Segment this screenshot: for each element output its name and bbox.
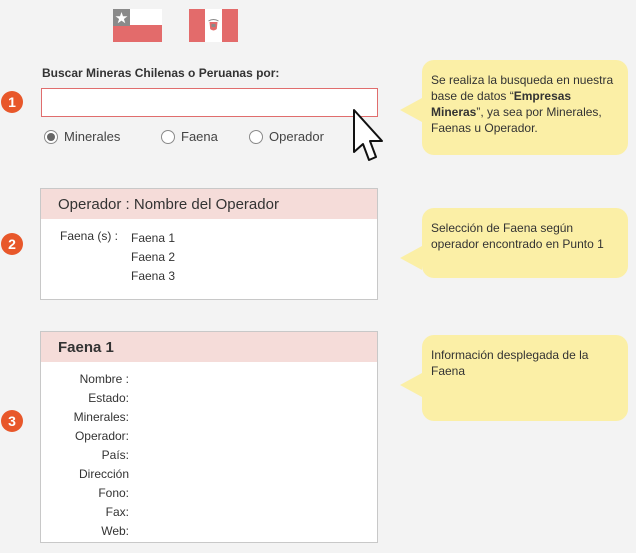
step-2-badge: 2	[1, 233, 23, 255]
field-web-label: Web:	[101, 524, 129, 538]
field-estado-label: Estado:	[88, 391, 129, 405]
faena-link-1[interactable]: Faena 1	[131, 231, 176, 245]
field-operador-label: Operador:	[74, 429, 129, 443]
field-pais-label: País:	[101, 448, 129, 462]
operator-panel	[40, 188, 378, 300]
chile-flag-icon	[113, 9, 162, 42]
mouse-pointer-icon	[352, 108, 388, 166]
field-nombre-label: Nombre :	[79, 372, 129, 386]
search-input[interactable]	[41, 88, 378, 117]
radio-minerales-indicator[interactable]	[44, 130, 58, 144]
field-direccion-label: Dirección	[78, 467, 129, 481]
radio-operador-indicator[interactable]	[249, 130, 263, 144]
faena-link-2[interactable]: Faena 2	[131, 250, 176, 264]
callout-search-text-post: ”, ya sea por Minerales, Faenas u Operador.	[431, 105, 602, 135]
callout-faena-selection-text: Selección de Faena según operador encontrado en Punto 1	[431, 221, 604, 251]
radio-faena-label: Faena	[181, 129, 218, 144]
peru-flag-icon	[189, 9, 238, 42]
faena-panel	[40, 331, 378, 543]
faena-panel-title: Faena 1	[41, 332, 377, 362]
field-fono-label: Fono:	[98, 486, 129, 500]
operator-panel-title: Operador : Nombre del Operador	[41, 189, 377, 219]
faenas-list	[131, 229, 175, 286]
faena-link-3[interactable]: Faena 3	[131, 269, 176, 283]
callout-search-text-bold: Empresas Mineras	[431, 89, 572, 119]
radio-faena[interactable]	[161, 129, 218, 144]
radio-minerales-label: Minerales	[64, 129, 121, 144]
faena-fields	[41, 370, 129, 541]
callout-faena-info-text: Información desplegada de la Faena	[431, 348, 589, 378]
radio-minerales[interactable]	[44, 129, 120, 144]
radio-faena-indicator[interactable]	[161, 130, 175, 144]
callout-search-info	[422, 60, 628, 155]
callout-search-text-pre: Se realiza la busqueda en nuestra base de datos “	[431, 73, 614, 103]
step-1-badge: 1	[1, 91, 23, 113]
field-fax-label: Fax:	[105, 505, 129, 519]
faenas-label: Faena (s) :	[60, 229, 119, 243]
step-3-badge: 3	[1, 410, 23, 432]
field-minerales-label: Minerales:	[73, 410, 129, 424]
search-label: Buscar Mineras Chilenas o Peruanas por:	[42, 66, 280, 80]
callout-faena-selection	[422, 208, 628, 278]
radio-operador[interactable]	[249, 129, 324, 144]
radio-operador-label: Operador	[269, 129, 324, 144]
callout-faena-info	[422, 335, 628, 421]
